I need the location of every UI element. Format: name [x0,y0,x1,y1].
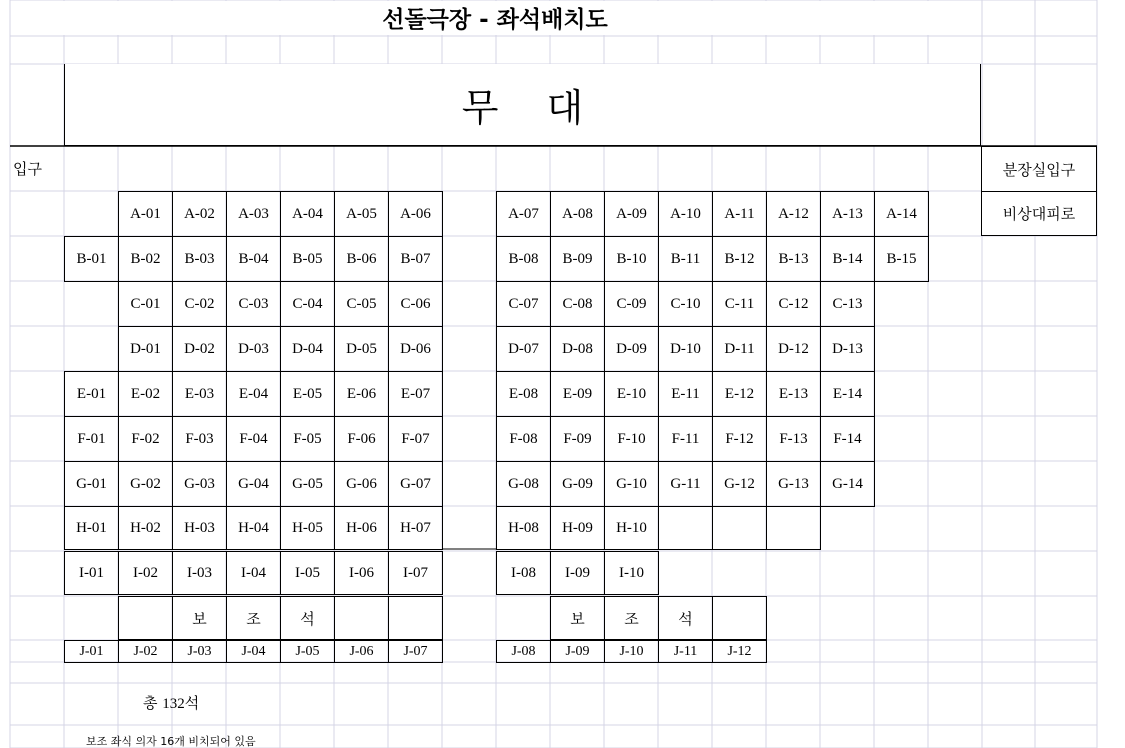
seat-cell: A-09 [604,191,659,237]
total-seats [143,692,199,713]
seat-cell: E-02 [118,371,173,417]
seat-cell: D-13 [820,326,875,372]
seat-cell: C-02 [172,281,227,327]
page-title: 선돌극장 - 좌석배치도 [382,6,608,33]
dressing-room-entrance-label: 분장실입구 [981,146,1097,192]
seat-cell: D-10 [658,326,713,372]
seat-cell: I-09 [550,551,605,595]
seat-cell: B-10 [604,236,659,282]
seat-cell: F-14 [820,416,875,462]
seat-cell: C-10 [658,281,713,327]
seat-cell: G-08 [496,461,551,507]
seat-cell: H-08 [496,506,551,550]
seat-cell: I-08 [496,551,551,595]
auxiliary-seat-note: 보조 좌식 의자 16개 비치되어 있음 [86,735,256,748]
empty-seat-cell [388,596,443,640]
seat-cell: A-04 [280,191,335,237]
seat-cell: B-15 [874,236,929,282]
seat-cell: I-06 [334,551,389,595]
seat-cell: I-03 [172,551,227,595]
seat-cell: E-13 [766,371,821,417]
seat-cell: G-05 [280,461,335,507]
total-suffix: 석 [184,694,200,712]
seat-cell: A-13 [820,191,875,237]
seat-cell: G-09 [550,461,605,507]
seat-cell: E-05 [280,371,335,417]
seat-cell: F-12 [712,416,767,462]
aux-seat-label: 석 [658,596,713,640]
seat-cell: C-11 [712,281,767,327]
seat-cell: G-01 [64,461,119,507]
aux-seat-label: 보 [550,596,605,640]
seat-cell: G-11 [658,461,713,507]
empty-seat-cell [64,596,119,640]
seat-cell: H-02 [118,506,173,550]
seat-cell: B-08 [496,236,551,282]
seat-cell: C-08 [550,281,605,327]
seat-cell: F-09 [550,416,605,462]
seat-cell: B-03 [172,236,227,282]
seat-cell: I-01 [64,551,119,595]
aux-seat-label: 조 [226,596,281,640]
seat-cell: D-02 [172,326,227,372]
seat-cell: J-07 [388,640,443,663]
empty-seat-cell [658,551,713,595]
seat-cell: B-09 [550,236,605,282]
seat-cell: I-04 [226,551,281,595]
seat-cell: F-01 [64,416,119,462]
seat-cell: C-03 [226,281,281,327]
seat-cell: E-03 [172,371,227,417]
seat-cell: C-12 [766,281,821,327]
seat-cell: G-07 [388,461,443,507]
seat-cell: A-12 [766,191,821,237]
seat-cell: E-06 [334,371,389,417]
seat-cell: B-11 [658,236,713,282]
seat-cell: F-06 [334,416,389,462]
empty-seat-cell [712,596,767,640]
seat-cell: B-06 [334,236,389,282]
seat-cell: B-14 [820,236,875,282]
seat-cell: E-12 [712,371,767,417]
seat-cell: H-01 [64,506,119,550]
seat-cell: G-13 [766,461,821,507]
seat-cell: E-09 [550,371,605,417]
seat-cell: C-05 [334,281,389,327]
seat-cell: C-09 [604,281,659,327]
seat-cell: E-08 [496,371,551,417]
seat-cell: H-09 [550,506,605,550]
seat-cell: J-09 [550,640,605,663]
seat-cell: D-12 [766,326,821,372]
seat-cell: G-10 [604,461,659,507]
empty-seat-cell [64,326,119,372]
seat-cell: G-06 [334,461,389,507]
seat-cell: I-10 [604,551,659,595]
seat-cell: D-04 [280,326,335,372]
seat-cell: E-04 [226,371,281,417]
seat-cell: H-05 [280,506,335,550]
seat-cell: H-07 [388,506,443,550]
seat-cell: H-10 [604,506,659,550]
seat-cell: J-10 [604,640,659,663]
empty-seat-cell [712,506,767,550]
seat-cell: B-05 [280,236,335,282]
seat-cell: A-07 [496,191,551,237]
seat-cell: D-05 [334,326,389,372]
seat-cell: J-05 [280,640,335,663]
seat-cell: A-03 [226,191,281,237]
empty-seat-cell [334,596,389,640]
empty-seat-cell [496,596,551,640]
seat-cell: C-06 [388,281,443,327]
seat-cell: A-11 [712,191,767,237]
seat-cell: I-07 [388,551,443,595]
seat-cell: B-07 [388,236,443,282]
seat-cell: G-14 [820,461,875,507]
seat-cell: G-12 [712,461,767,507]
seat-cell: C-04 [280,281,335,327]
seat-cell: I-02 [118,551,173,595]
seat-cell: H-06 [334,506,389,550]
seat-cell: E-14 [820,371,875,417]
seat-cell: J-12 [712,640,767,663]
seat-cell: A-02 [172,191,227,237]
seat-cell: A-08 [550,191,605,237]
seat-cell: J-06 [334,640,389,663]
seat-cell: J-02 [118,640,173,663]
stage-label: 무대 [461,86,632,130]
seat-cell: D-11 [712,326,767,372]
seat-cell: J-01 [64,640,119,663]
seat-cell: B-02 [118,236,173,282]
seat-cell: E-10 [604,371,659,417]
aux-seat-label: 보 [172,596,227,640]
seat-cell: C-07 [496,281,551,327]
empty-seat-cell [64,191,119,237]
seat-cell: A-01 [118,191,173,237]
seat-cell: G-02 [118,461,173,507]
seat-cell: A-06 [388,191,443,237]
seat-cell: F-04 [226,416,281,462]
seat-cell: J-03 [172,640,227,663]
seat-cell: F-11 [658,416,713,462]
seat-cell: B-01 [64,236,119,282]
empty-seat-cell [658,506,713,550]
seat-cell: J-04 [226,640,281,663]
seat-cell: D-08 [550,326,605,372]
seat-cell: F-07 [388,416,443,462]
aux-seat-label: 석 [280,596,335,640]
seat-cell: B-13 [766,236,821,282]
seat-cell: A-05 [334,191,389,237]
seat-cell: J-08 [496,640,551,663]
seat-cell: B-04 [226,236,281,282]
empty-seat-cell [766,506,821,550]
total-count: 132 [162,696,185,712]
seat-cell: G-03 [172,461,227,507]
seat-cell: F-13 [766,416,821,462]
seat-cell: D-09 [604,326,659,372]
seat-cell: B-12 [712,236,767,282]
empty-seat-cell [64,281,119,327]
seat-cell: D-07 [496,326,551,372]
empty-seat-cell [118,596,173,640]
seat-cell: D-03 [226,326,281,372]
emergency-exit-label: 비상대피로 [981,191,1097,236]
seat-cell: A-10 [658,191,713,237]
seat-cell: E-01 [64,371,119,417]
seat-cell: I-05 [280,551,335,595]
seat-cell: F-10 [604,416,659,462]
seat-cell: E-07 [388,371,443,417]
seat-cell: E-11 [658,371,713,417]
total-prefix: 총 [143,694,158,712]
seat-cell: C-01 [118,281,173,327]
seat-cell: H-03 [172,506,227,550]
seat-cell: J-11 [658,640,713,663]
seat-cell: F-02 [118,416,173,462]
seat-cell: F-05 [280,416,335,462]
seat-cell: A-14 [874,191,929,237]
seat-cell: F-08 [496,416,551,462]
seat-cell: C-13 [820,281,875,327]
seat-cell: G-04 [226,461,281,507]
seat-cell: F-03 [172,416,227,462]
entrance-label: 입구 [13,160,42,178]
seat-cell: H-04 [226,506,281,550]
seat-cell: D-01 [118,326,173,372]
seat-cell: D-06 [388,326,443,372]
aux-seat-label: 조 [604,596,659,640]
